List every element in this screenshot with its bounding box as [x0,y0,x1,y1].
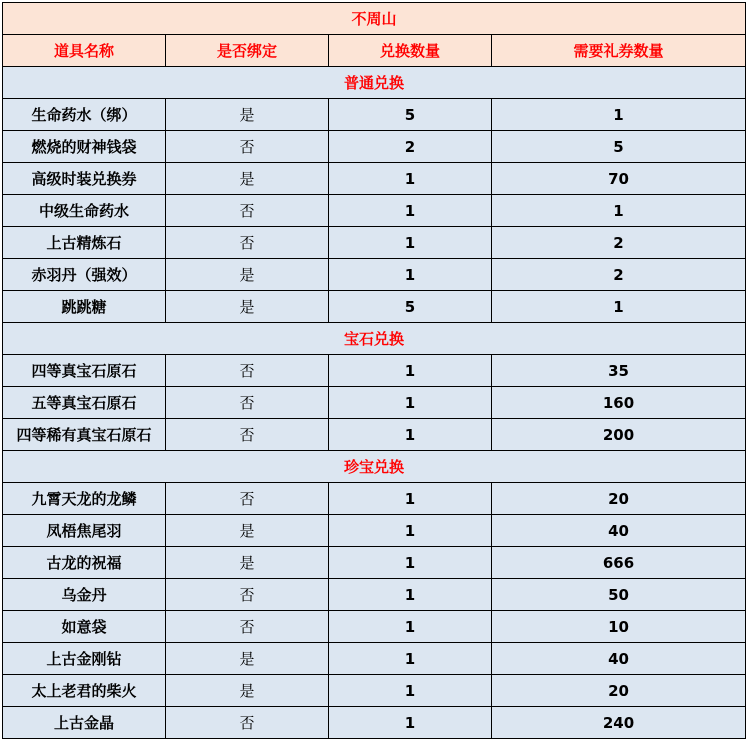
quantity-cell: 1 [329,579,492,611]
bound-cell: 否 [166,387,329,419]
table-row [3,707,746,739]
bound-cell: 否 [166,227,329,259]
voucher-cost-cell: 240 [492,707,746,739]
bound-cell: 否 [166,483,329,515]
bound-cell: 否 [166,579,329,611]
item-name-cell: 凤梧焦尾羽 [3,515,166,547]
quantity-cell: 5 [329,291,492,323]
quantity-cell: 1 [329,547,492,579]
quantity-cell: 1 [329,515,492,547]
quantity-cell: 1 [329,195,492,227]
bound-cell: 是 [166,675,329,707]
voucher-cost-cell: 1 [492,195,746,227]
table-row [3,227,746,259]
table-row [3,547,746,579]
bound-cell: 否 [166,611,329,643]
voucher-cost-cell: 20 [492,675,746,707]
table-row [3,195,746,227]
item-name-cell: 四等稀有真宝石原石 [3,419,166,451]
voucher-cost-cell: 50 [492,579,746,611]
quantity-cell: 1 [329,387,492,419]
voucher-cost-cell: 20 [492,483,746,515]
section-title: 普通兑换 [3,67,746,99]
exchange-table [2,2,746,739]
item-name-cell: 中级生命药水 [3,195,166,227]
quantity-cell: 1 [329,611,492,643]
item-name-cell: 燃烧的财神钱袋 [3,131,166,163]
column-header-item-name: 道具名称 [3,35,166,67]
quantity-cell: 2 [329,131,492,163]
quantity-cell: 1 [329,355,492,387]
table-row [3,643,746,675]
column-header-quantity: 兑换数量 [329,35,492,67]
item-name-cell: 如意袋 [3,611,166,643]
quantity-cell: 1 [329,163,492,195]
table-title: 不周山 [3,3,746,35]
table-row [3,259,746,291]
bound-cell: 是 [166,291,329,323]
table-row [3,99,746,131]
title-row [3,3,746,35]
item-name-cell: 五等真宝石原石 [3,387,166,419]
item-name-cell: 四等真宝石原石 [3,355,166,387]
quantity-cell: 1 [329,483,492,515]
bound-cell: 是 [166,99,329,131]
item-name-cell: 太上老君的柴火 [3,675,166,707]
exchange-table-body [3,3,746,739]
section-row [3,323,746,355]
bound-cell: 是 [166,163,329,195]
section-row [3,451,746,483]
voucher-cost-cell: 666 [492,547,746,579]
section-row [3,67,746,99]
quantity-cell: 1 [329,419,492,451]
voucher-cost-cell: 1 [492,99,746,131]
quantity-cell: 5 [329,99,492,131]
table-row [3,579,746,611]
bound-cell: 否 [166,355,329,387]
voucher-cost-cell: 2 [492,227,746,259]
item-name-cell: 九霄天龙的龙鳞 [3,483,166,515]
voucher-cost-cell: 70 [492,163,746,195]
header-row [3,35,746,67]
quantity-cell: 1 [329,227,492,259]
table-row [3,611,746,643]
item-name-cell: 上古金晶 [3,707,166,739]
bound-cell: 否 [166,419,329,451]
table-row [3,387,746,419]
table-row [3,291,746,323]
table-row [3,163,746,195]
table-row [3,355,746,387]
section-title: 珍宝兑换 [3,451,746,483]
item-name-cell: 上古精炼石 [3,227,166,259]
bound-cell: 是 [166,515,329,547]
table-row [3,131,746,163]
column-header-bound: 是否绑定 [166,35,329,67]
quantity-cell: 1 [329,707,492,739]
voucher-cost-cell: 2 [492,259,746,291]
quantity-cell: 1 [329,643,492,675]
item-name-cell: 生命药水（绑） [3,99,166,131]
bound-cell: 是 [166,643,329,675]
table-row [3,515,746,547]
item-name-cell: 上古金刚钻 [3,643,166,675]
bound-cell: 否 [166,195,329,227]
item-name-cell: 跳跳糖 [3,291,166,323]
voucher-cost-cell: 40 [492,643,746,675]
item-name-cell: 乌金丹 [3,579,166,611]
voucher-cost-cell: 160 [492,387,746,419]
bound-cell: 否 [166,131,329,163]
voucher-cost-cell: 35 [492,355,746,387]
column-header-voucher-cost: 需要礼券数量 [492,35,746,67]
bound-cell: 是 [166,259,329,291]
bound-cell: 是 [166,547,329,579]
quantity-cell: 1 [329,259,492,291]
table-row [3,419,746,451]
voucher-cost-cell: 40 [492,515,746,547]
voucher-cost-cell: 1 [492,291,746,323]
voucher-cost-cell: 5 [492,131,746,163]
voucher-cost-cell: 200 [492,419,746,451]
table-row [3,483,746,515]
bound-cell: 否 [166,707,329,739]
item-name-cell: 古龙的祝福 [3,547,166,579]
quantity-cell: 1 [329,675,492,707]
item-name-cell: 赤羽丹（强效） [3,259,166,291]
table-row [3,675,746,707]
voucher-cost-cell: 10 [492,611,746,643]
item-name-cell: 高级时装兑换券 [3,163,166,195]
section-title: 宝石兑换 [3,323,746,355]
